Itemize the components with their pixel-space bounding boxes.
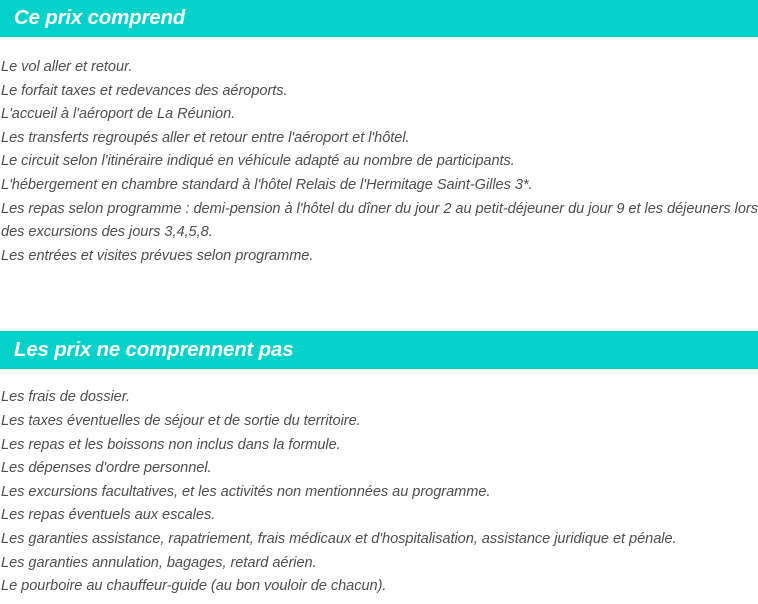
spacer-after-excluded-header xyxy=(0,369,758,386)
list-item: Le pourboire au chauffeur-guide (au bon vouloir de chacun). xyxy=(1,578,387,595)
list-item: L'accueil à l'aéroport de La Réunion. xyxy=(1,106,236,123)
list-item: L'hébergement en chambre standard à l'hôtel Relais de l'Hermitage Saint-Gilles 3*. xyxy=(1,176,533,193)
list-item: Les repas et les boissons non inclus dans la formule. xyxy=(1,436,341,453)
list-item: Les frais de dossier. xyxy=(1,389,131,406)
list-item: Les entrées et visites prévues selon programme. xyxy=(1,247,314,264)
spacer-after-included-header xyxy=(0,37,758,56)
section-header-excluded xyxy=(0,331,758,369)
spacer-between-sections xyxy=(0,268,758,331)
section-header-included xyxy=(0,0,758,37)
list-item: Les transferts regroupés aller et retour entre l'aéroport et l'hôtel. xyxy=(1,129,410,146)
list-item: Le forfait taxes et redevances des aéroports. xyxy=(1,82,288,99)
list-item: Les garanties annulation, bagages, retard aérien. xyxy=(1,554,317,571)
list-item: Le circuit selon l'itinéraire indiqué en véhicule adapté au nombre de participants. xyxy=(1,153,515,170)
section-title-excluded: Les prix ne comprennent pas xyxy=(14,338,294,362)
list-item: Les dépenses d'ordre personnel. xyxy=(1,460,212,477)
section-title-included: Ce prix comprend xyxy=(14,6,186,30)
list-item: Les repas éventuels aux escales. xyxy=(1,507,216,524)
list-item: Les repas selon programme : demi-pension à l'hôtel du dîner du jour 2 au petit-déjeuner du jour 9 et les déjeuners lors des excursions des jours 3,4,5,8. xyxy=(1,200,758,241)
excluded-items-list xyxy=(0,386,758,598)
list-item: Les garanties assistance, rapatriement, frais médicaux et d'hospitalisation, assistance juridique et pénale. xyxy=(1,530,677,547)
list-item: Le vol aller et retour. xyxy=(1,59,133,75)
included-items-list xyxy=(0,56,758,268)
list-item: Les taxes éventuelles de séjour et de sortie du territoire. xyxy=(1,412,361,429)
list-item: Les excursions facultatives, et les activités non mentionnées au programme. xyxy=(1,483,491,500)
